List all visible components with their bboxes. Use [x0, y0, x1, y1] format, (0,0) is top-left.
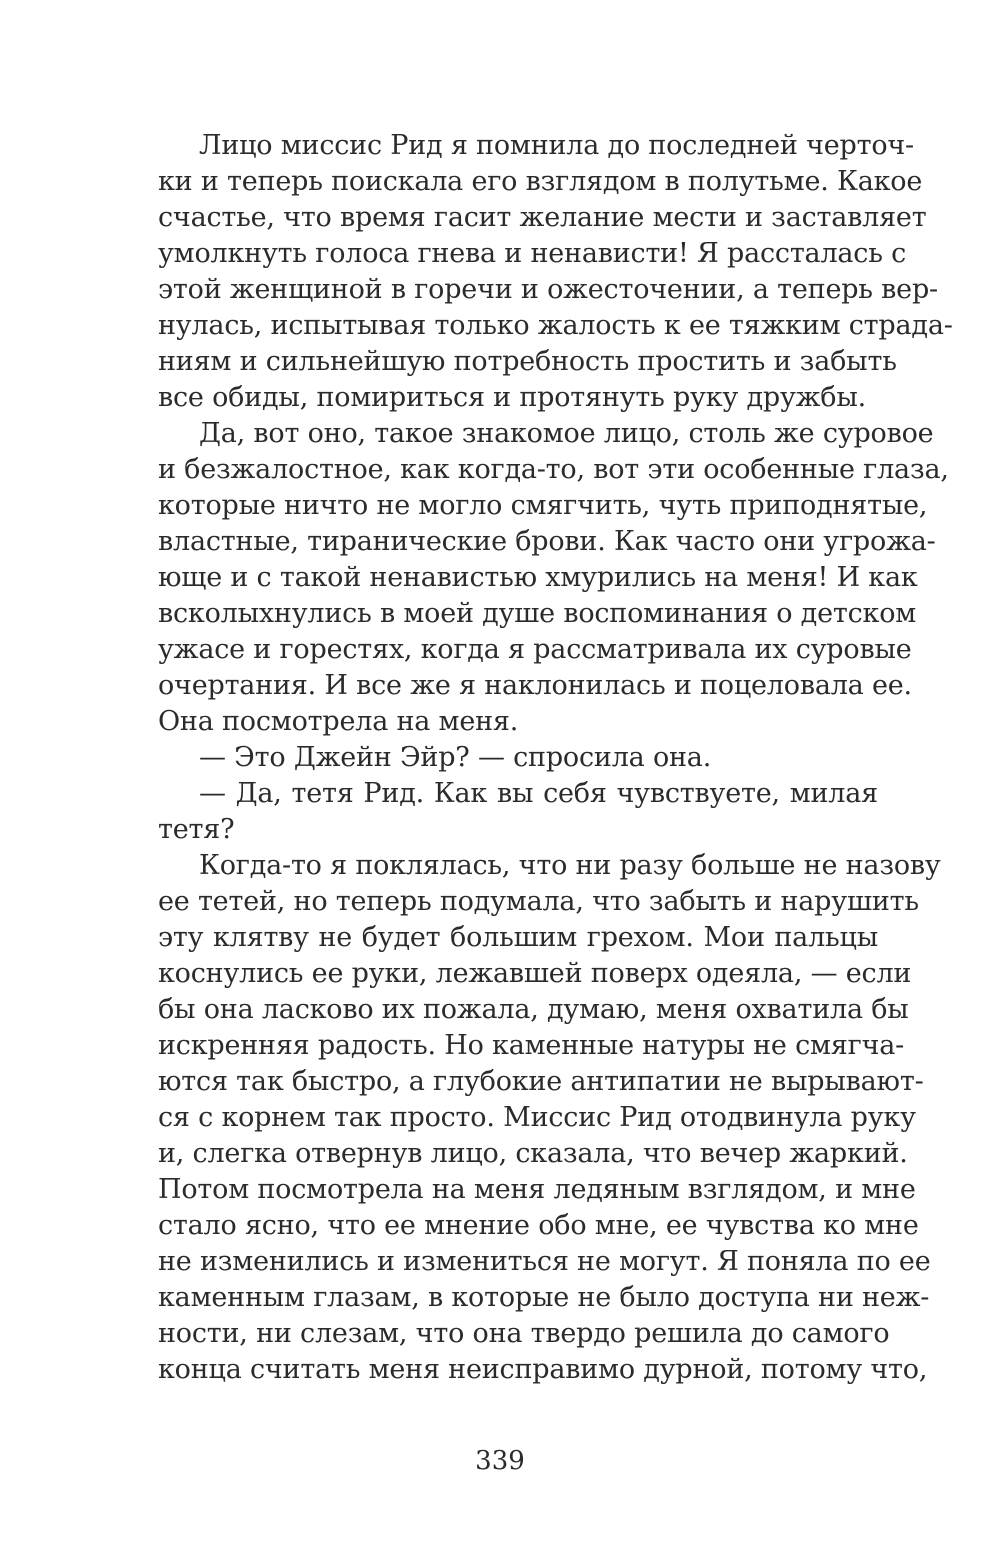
text-line: всколыхнулись в моей душе воспоминания о детском [158, 598, 917, 629]
text-line: ниям и сильнейшую потребность простить и забыть [158, 346, 897, 377]
body-text [158, 128, 953, 1388]
text-line: тетя? [158, 814, 235, 845]
text-line: властные, тиранические брови. Как часто они угрожа- [158, 526, 936, 557]
text-line: Когда-то я поклялась, что ни разу больше не назову [199, 850, 941, 881]
page-number: 339 [475, 1446, 525, 1476]
text-line: юще и с такой ненавистью хмурились на меня! И как [158, 562, 918, 593]
text-line: которые ничто не могло смягчить, чуть приподнятые, [158, 490, 928, 521]
text-line: — Это Джейн Эйр? — спросила она. [199, 742, 712, 773]
text-line: конца считать меня неисправимо дурной, потому что, [158, 1354, 928, 1385]
text-line: Лицо миссис Рид я помнила до последней черточ- [199, 130, 914, 161]
text-line: Потом посмотрела на меня ледяным взглядом, и мне [158, 1174, 916, 1205]
text-line: стало ясно, что ее мнение обо мне, ее чувства ко мне [158, 1210, 919, 1241]
text-line: и безжалостное, как когда-то, вот эти особенные глаза, [158, 454, 949, 485]
text-line: искренняя радость. Но каменные натуры не смягча- [158, 1030, 905, 1061]
text-line: умолкнуть голоса гнева и ненависти! Я рассталась с [158, 238, 907, 269]
text-line: и, слегка отвернув лицо, сказала, что вечер жаркий. [158, 1138, 908, 1169]
text-line: нулась, испытывая только жалость к ее тяжким страда- [158, 310, 953, 341]
text-line: ются так быстро, а глубокие антипатии не вырывают- [158, 1066, 924, 1097]
text-line: не изменились и измениться не могут. Я поняла по ее [158, 1246, 931, 1277]
text-line: ки и теперь поискала его взглядом в полутьме. Какое [158, 166, 923, 197]
text-line: счастье, что время гасит желание мести и заставляет [158, 202, 927, 233]
text-line: эту клятву не будет большим грехом. Мои пальцы [158, 922, 878, 953]
text-line: Она посмотрела на меня. [158, 706, 519, 737]
text-line: коснулись ее руки, лежавшей поверх одеяла, — если [158, 958, 912, 989]
text-line: бы она ласково их пожала, думаю, меня охватила бы [158, 994, 909, 1025]
text-line: ся с корнем так просто. Миссис Рид отодвинула руку [158, 1102, 916, 1133]
text-line: этой женщиной в горечи и ожесточении, а теперь вер- [158, 274, 938, 305]
text-line: все обиды, помириться и протянуть руку дружбы. [158, 382, 867, 413]
text-line: очертания. И все же я наклонилась и поцеловала ее. [158, 670, 912, 701]
text-line: ности, ни слезам, что она твердо решила до самого [158, 1318, 890, 1349]
text-line: ужасе и горестях, когда я рассматривала их суровые [158, 634, 912, 665]
text-line: Да, вот оно, такое знакомое лицо, столь же суровое [199, 418, 934, 449]
text-line: ее тетей, но теперь подумала, что забыть и нарушить [158, 886, 919, 917]
text-line: — Да, тетя Рид. Как вы себя чувствуете, милая [199, 778, 878, 809]
text-line: каменным глазам, в которые не было доступа ни неж- [158, 1282, 930, 1313]
